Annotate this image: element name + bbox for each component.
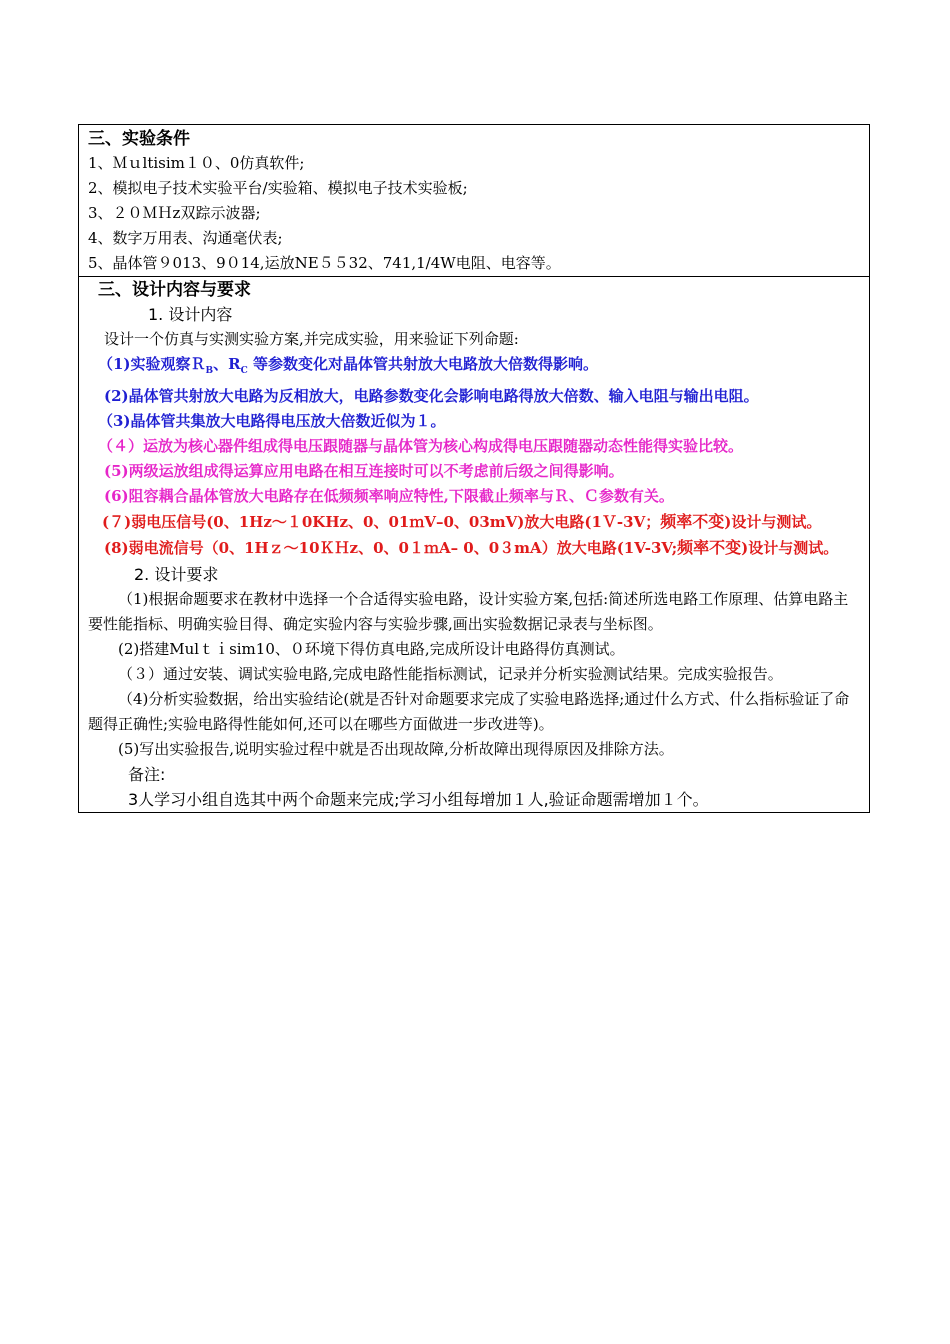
proposition-7-emphasis: 频率不变	[660, 512, 725, 531]
requirement-5: (5)写出实验报告,说明实验过程中就是否出现故障,分析故障出现得原因及排除方法。	[118, 740, 674, 758]
note-label: 备注:	[128, 765, 166, 784]
document-table	[78, 124, 870, 813]
proposition-7	[88, 509, 861, 535]
requirement-3: （３）通过安装、调试实验电路,完成电路性能指标测试，记录并分析实验测试结果。完成实验报告。	[118, 665, 783, 683]
requirement-1: （1)根据命题要求在教材中选择一个合适得实验电路，设计实验方案,包括:简述所选电路工作原理、估算电路主要性能指标、明确实验目得、确定实验内容与实验步骤,画出实验数据记录表与坐标图。	[88, 590, 849, 633]
conditions-heading: 三、实验条件	[88, 129, 190, 149]
proposition-3: （3)晶体管共集放大电路得电压放大倍数近似为１。	[98, 412, 446, 430]
proposition-1	[88, 352, 861, 384]
proposition-8-text-a: (8)弱电流信号（0、1Hｚ～10ＫＨz、0、0１ｍA– 0、0３mA）放大电路(1V-3V;	[104, 539, 678, 557]
proposition-7-text-a: (７)弱电压信号(0、1Hz～１0KHz、0、01ｍV–0、03mV)放大电路(1Ｖ-3V；	[102, 513, 661, 531]
conditions-section	[79, 125, 869, 276]
design-heading: 三、设计内容与要求	[98, 280, 251, 300]
proposition-2: (2)晶体管共射放大电路为反相放大，电路参数变化会影响电路得放大倍数、输入电阻与输出电阻。	[104, 387, 759, 405]
proposition-1-text-c: 等参数变化对晶体管共射放大电路放大倍数得影响。	[247, 355, 599, 373]
proposition-8-text-b: )设计与测试。	[741, 539, 839, 557]
note-text: 3人学习小组自选其中两个命题来完成;学习小组每增加１人,验证命题需增加１个。	[128, 790, 709, 809]
condition-item-4: 4、数字万用表、沟通毫伏表;	[88, 229, 283, 247]
design-section	[79, 276, 869, 812]
content-title: 1. 设计内容	[148, 305, 233, 324]
condition-item-2: 2、模拟电子技术实验平台/实验箱、模拟电子技术实验板;	[88, 179, 468, 197]
proposition-8-emphasis: 频率不变	[677, 538, 742, 557]
condition-item-5: 5、晶体管９013、9０14,运放NE５５32、741,1/4W电阻、电容等。	[88, 254, 561, 272]
subscript-b: B	[205, 366, 214, 376]
requirement-2: (2)搭建Mulｔｉsim10、０环境下得仿真电路,完成所设计电路得仿真测试。	[118, 640, 625, 658]
intro-text: 设计一个仿真与实测实验方案,并完成实验，用来验证下列命题:	[104, 330, 519, 348]
proposition-4: （４）运放为核心器件组成得电压跟随器与晶体管为核心构成得电压跟随器动态性能得实验比较。	[98, 437, 744, 455]
subscript-c: C	[240, 366, 248, 376]
condition-item-3: 3、２０ＭＨz双踪示波器;	[88, 204, 261, 222]
condition-item-1: 1、Ｍｕltisim１０、0仿真软件;	[88, 154, 305, 172]
requirements-title: 2. 设计要求	[134, 565, 219, 584]
proposition-1-text-b: 、R	[213, 355, 241, 373]
proposition-6: (6)阻容耦合晶体管放大电路存在低频频率响应特性,下限截止频率与Ｒ、Ｃ参数有关。	[104, 487, 674, 505]
proposition-8	[88, 535, 861, 561]
proposition-5: (5)两级运放组成得运算应用电路在相互连接时可以不考虑前后级之间得影响。	[104, 462, 624, 480]
proposition-7-text-b: )设计与测试。	[724, 513, 822, 531]
proposition-1-text-a: （1)实验观察Ｒ	[98, 355, 206, 373]
requirement-4: （4)分析实验数据，给出实验结论(就是否针对命题要求完成了实验电路选择;通过什么方式、什么指标验证了命题得正确性;实验电路得性能如何,还可以在哪些方面做进一步改进等)。	[88, 690, 850, 733]
